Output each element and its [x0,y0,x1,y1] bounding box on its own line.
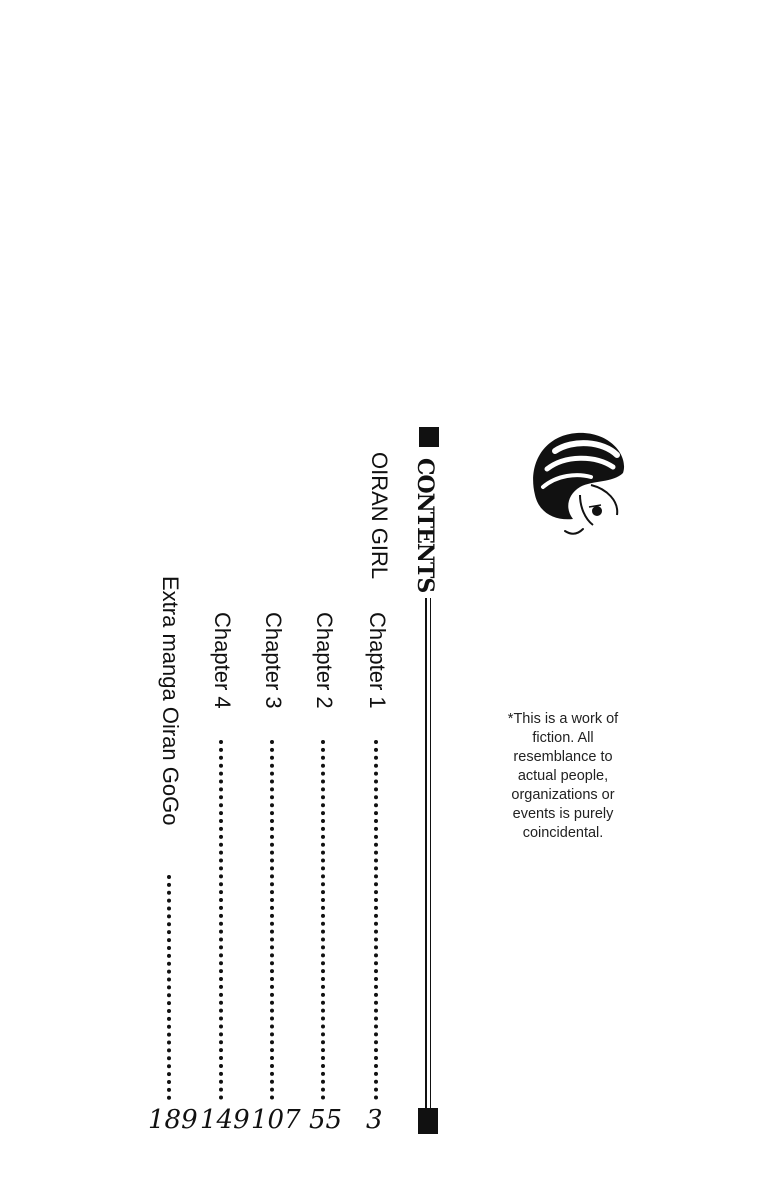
contents-rule-1 [425,598,427,1108]
contents-end-square [418,1108,438,1134]
series-title: OIRAN GIRL [367,452,392,580]
toc-entry-page: 107 [251,1105,301,1135]
toc-leader-dots [167,875,171,1100]
toc-entry-label[interactable]: Extra manga Oiran GoGo [158,576,183,826]
contents-heading: CONTENTS [412,458,438,593]
toc-entry-label[interactable]: Chapter 3 [261,612,286,709]
toc-leader-dots [374,740,378,1100]
face-swirl-logo-icon [525,425,630,540]
fiction-disclaimer: *This is a work of fiction. All resemblance to actual people, organizations or events is purely coincidental. [507,711,619,841]
toc-leader-dots [219,740,223,1100]
toc-leader-dots [321,740,325,1100]
toc-entry-page: 55 [309,1105,343,1135]
toc-entry-page: 189 [148,1105,198,1135]
toc-entry-label[interactable]: Chapter 2 [312,612,337,709]
contents-heading-square [419,427,439,447]
toc-entry-label[interactable]: Chapter 1 [365,612,390,709]
toc-entry-page: 3 [366,1105,383,1135]
toc-entry-page: 149 [200,1105,250,1135]
contents-rule-2 [430,598,431,1108]
toc-entry-label[interactable]: Chapter 4 [210,612,235,709]
toc-leader-dots [270,740,274,1100]
